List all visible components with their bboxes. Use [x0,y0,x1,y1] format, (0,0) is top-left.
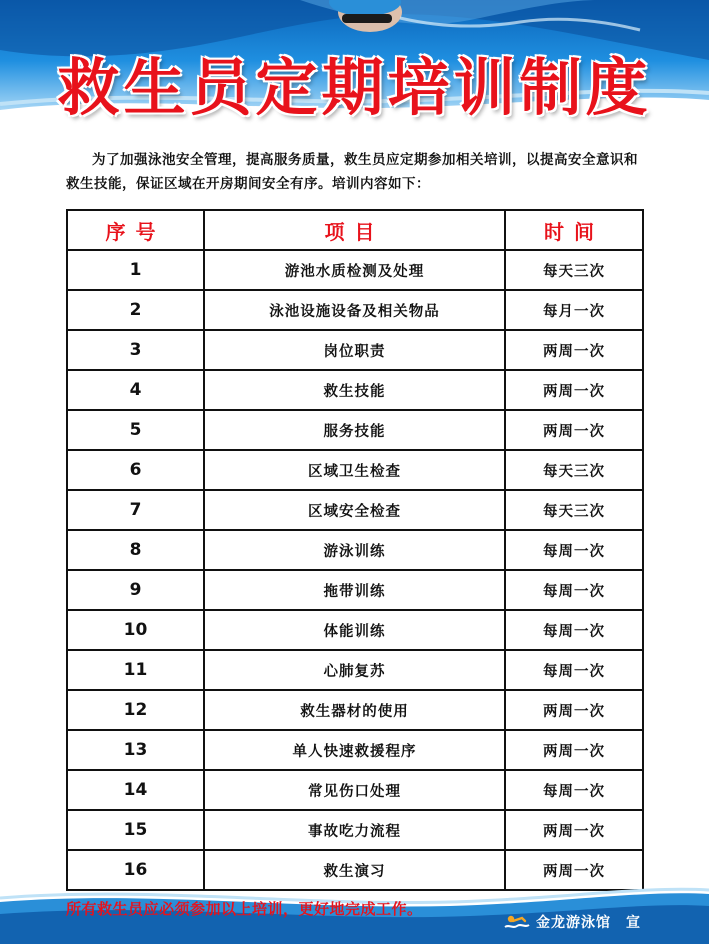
row-time-cell: 每天三次 [505,250,643,290]
header-item: 项目 [204,210,505,250]
table-row [67,610,643,650]
row-time-cell: 每周一次 [505,530,643,570]
page-title: 救生员定期培训制度 [57,51,652,124]
header-seq: 序号 [67,210,204,250]
row-seq-cell: 6 [67,450,204,490]
row-item-cell: 事故吃力流程 [204,810,505,850]
row-seq-cell: 15 [67,810,204,850]
row-item-cell: 游池水质检测及处理 [204,250,505,290]
table-row [67,810,643,850]
footer-brand [504,912,641,932]
table-row [67,690,643,730]
row-time-cell: 每周一次 [505,770,643,810]
intro-paragraph: 为了加强泳池安全管理，提高服务质量，救生员应定期参加相关培训，以提高安全意识和救生技能，保证区域在开房期间安全有序。培训内容如下： [66,152,638,192]
row-seq-cell: 9 [67,570,204,610]
table-row [67,650,643,690]
row-item-cell: 体能训练 [204,610,505,650]
row-seq-cell: 7 [67,490,204,530]
row-seq-cell: 14 [67,770,204,810]
row-item-cell: 服务技能 [204,410,505,450]
table-row [67,250,643,290]
footer-note: 所有救生员应必须参加以上培训，更好地完成工作。 [66,900,423,918]
table-row [67,290,643,330]
row-item-cell: 区域卫生检查 [204,450,505,490]
table-row [67,370,643,410]
row-item-cell: 救生演习 [204,850,505,890]
row-item-cell: 常见伤口处理 [204,770,505,810]
row-seq-cell: 10 [67,610,204,650]
row-seq-cell: 13 [67,730,204,770]
row-item-cell: 单人快速救援程序 [204,730,505,770]
row-time-cell: 每天三次 [505,490,643,530]
table-header-row [67,210,643,250]
table-body [67,250,643,890]
row-item-cell: 拖带训练 [204,570,505,610]
training-table [66,209,644,891]
table-row [67,410,643,450]
row-seq-cell: 1 [67,250,204,290]
row-time-cell: 两周一次 [505,410,643,450]
row-item-cell: 岗位职责 [204,330,505,370]
row-time-cell: 两周一次 [505,730,643,770]
row-time-cell: 两周一次 [505,850,643,890]
row-item-cell: 泳池设施设备及相关物品 [204,290,505,330]
row-seq-cell: 2 [67,290,204,330]
row-time-cell: 两周一次 [505,330,643,370]
row-seq-cell: 3 [67,330,204,370]
table-row [67,530,643,570]
table-row [67,450,643,490]
row-seq-cell: 8 [67,530,204,570]
row-time-cell: 两周一次 [505,690,643,730]
row-item-cell: 心肺复苏 [204,650,505,690]
header-time: 时间 [505,210,643,250]
row-item-cell: 游泳训练 [204,530,505,570]
row-seq-cell: 11 [67,650,204,690]
row-seq-cell: 16 [67,850,204,890]
row-time-cell: 两周一次 [505,370,643,410]
table-row [67,770,643,810]
row-time-cell: 两周一次 [505,810,643,850]
row-time-cell: 每周一次 [505,570,643,610]
row-item-cell: 区域安全检查 [204,490,505,530]
row-time-cell: 每周一次 [505,650,643,690]
table-row [67,490,643,530]
row-seq-cell: 12 [67,690,204,730]
row-time-cell: 每天三次 [505,450,643,490]
row-time-cell: 每周一次 [505,610,643,650]
row-seq-cell: 4 [67,370,204,410]
row-time-cell: 每月一次 [505,290,643,330]
table-row [67,570,643,610]
swimmer-icon [504,913,530,931]
table-row [67,730,643,770]
brand-label: 金龙游泳馆 宣 [536,915,641,931]
row-item-cell: 救生技能 [204,370,505,410]
table-row [67,330,643,370]
row-seq-cell: 5 [67,410,204,450]
row-item-cell: 救生器材的使用 [204,690,505,730]
